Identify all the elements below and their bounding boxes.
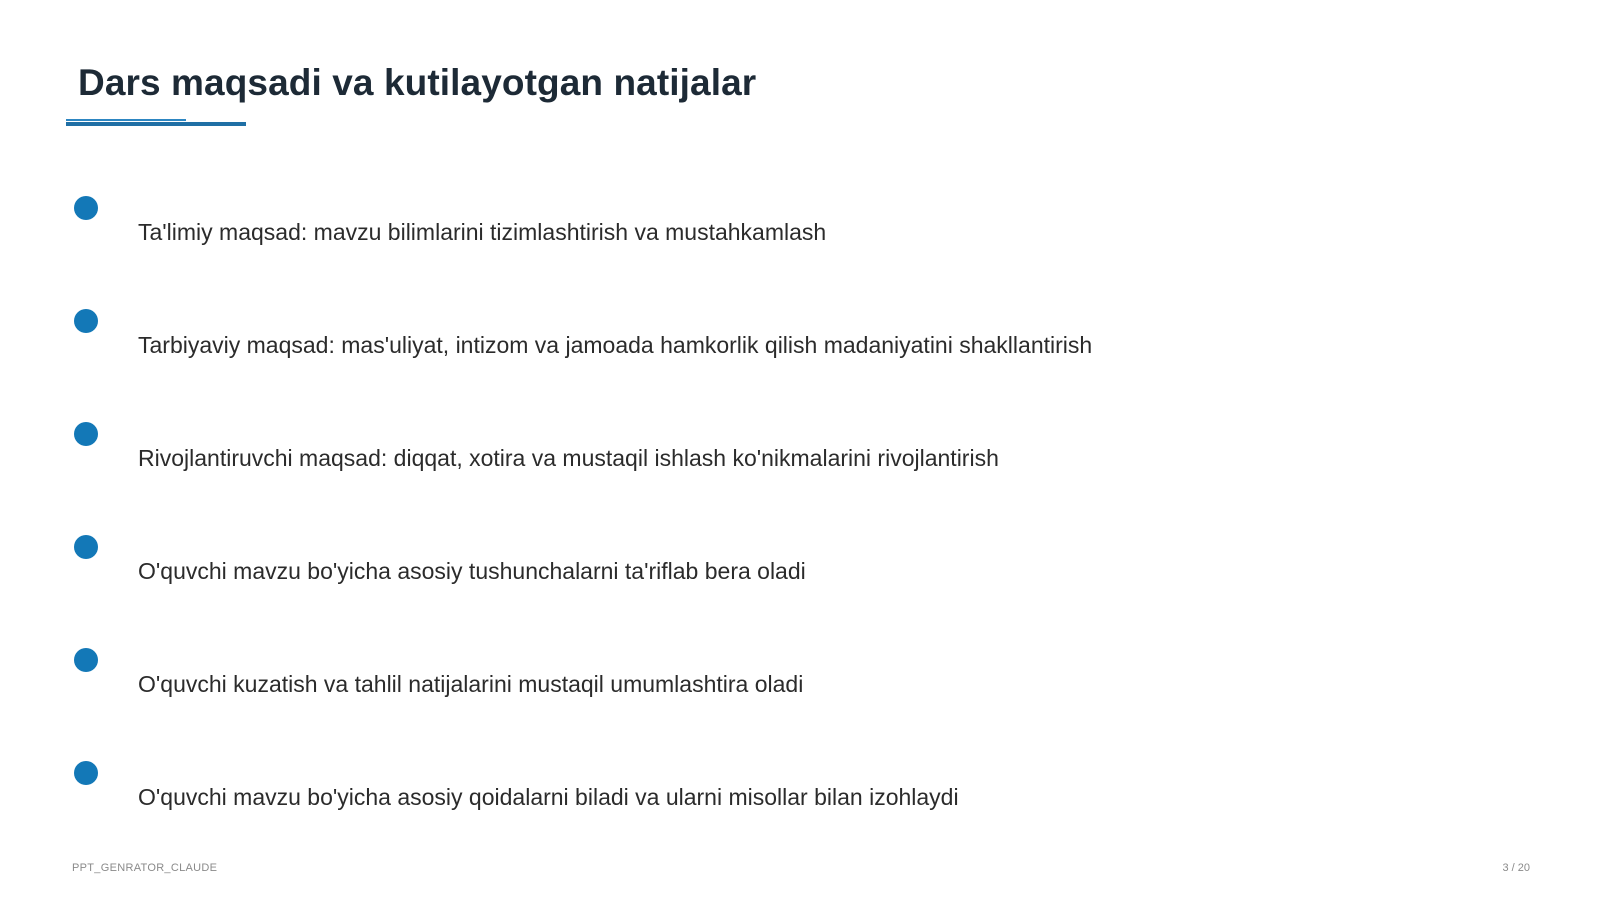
bullet-text: O'quvchi mavzu bo'yicha asosiy tushunchalarni ta'riflab bera oladi bbox=[138, 558, 806, 584]
list-item bbox=[0, 422, 1600, 482]
title-underline-accent bbox=[66, 119, 186, 121]
list-item bbox=[0, 761, 1600, 821]
bullet-dot-icon bbox=[74, 422, 98, 446]
title-underline bbox=[66, 122, 246, 126]
list-item bbox=[0, 309, 1600, 369]
bullet-dot-icon bbox=[74, 648, 98, 672]
list-item bbox=[0, 648, 1600, 708]
slide-title: Dars maqsadi va kutilayotgan natijalar bbox=[78, 62, 757, 103]
bullet-text: O'quvchi mavzu bo'yicha asosiy qoidalarni biladi va ularni misollar bilan izohlaydi bbox=[138, 784, 959, 810]
footer-source-label: PPT_GENRATOR_CLAUDE bbox=[72, 862, 218, 874]
bullet-dot-icon bbox=[74, 196, 98, 220]
bullet-text: O'quvchi kuzatish va tahlil natijalarini mustaqil umumlashtira oladi bbox=[138, 671, 804, 697]
list-item bbox=[0, 535, 1600, 595]
list-item bbox=[0, 196, 1600, 256]
page-indicator: 3 / 20 bbox=[1502, 862, 1530, 874]
bullet-text: Rivojlantiruvchi maqsad: diqqat, xotira va mustaqil ishlash ko'nikmalarini rivojlantirish bbox=[138, 445, 999, 471]
bullet-dot-icon bbox=[74, 535, 98, 559]
bullet-text: Tarbiyaviy maqsad: mas'uliyat, intizom va jamoada hamkorlik qilish madaniyatini shakllantirish bbox=[138, 332, 1093, 358]
bullet-text: Ta'limiy maqsad: mavzu bilimlarini tizimlashtirish va mustahkamlash bbox=[138, 219, 827, 245]
bullet-dot-icon bbox=[74, 309, 98, 333]
bullet-dot-icon bbox=[74, 761, 98, 785]
